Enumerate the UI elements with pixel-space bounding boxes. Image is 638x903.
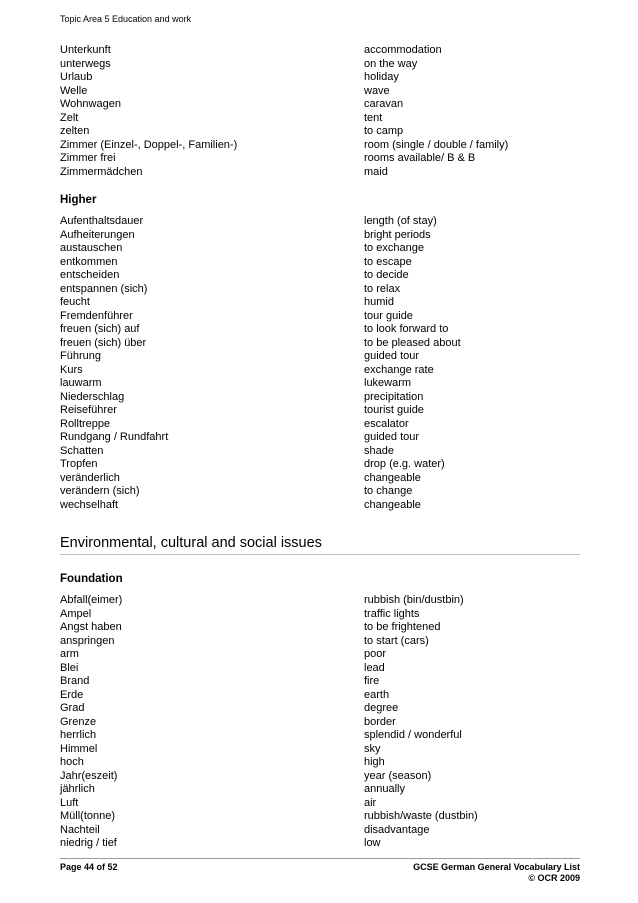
vocab-row	[60, 323, 580, 337]
german-term: anspringen	[60, 634, 115, 647]
english-translation: guided tour	[364, 350, 420, 362]
german-term: Müll(tonne)	[60, 810, 116, 822]
english-translation: shade	[364, 444, 394, 457]
english-translation: air	[364, 796, 377, 809]
german-term: Angst haben	[60, 621, 122, 633]
german-term: freuen (sich) über	[60, 336, 147, 349]
german-term: Zimmer frei	[60, 152, 116, 164]
german-term: entscheiden	[60, 269, 120, 281]
vocab-row	[60, 139, 580, 153]
english-translation: length (of stay)	[364, 215, 437, 227]
german-term: Brand	[60, 675, 90, 687]
english-translation: changeable	[364, 471, 421, 484]
english-translation: to be frightened	[364, 621, 441, 633]
vocab-row	[60, 702, 580, 716]
vocab-row	[60, 499, 580, 513]
english-translation: precipitation	[364, 390, 424, 403]
vocab-row	[60, 648, 580, 662]
vocab-row	[60, 783, 580, 797]
english-translation: exchange rate	[364, 363, 434, 376]
vocab-row	[60, 85, 580, 99]
german-term: veränderlich	[60, 471, 120, 484]
german-term: Tropfen	[60, 458, 98, 470]
english-translation: poor	[364, 648, 387, 660]
vocab-row	[60, 58, 580, 72]
german-term: Zelt	[60, 111, 79, 124]
vocab-row	[60, 445, 580, 459]
german-term: Jahr(eszeit)	[60, 769, 118, 782]
english-translation: drop (e.g. water)	[364, 458, 445, 470]
vocab-row	[60, 608, 580, 622]
german-term: niedrig / tief	[60, 837, 117, 849]
german-term: zelten	[60, 125, 90, 137]
english-translation: maid	[364, 165, 388, 178]
german-term: Ampel	[60, 607, 92, 620]
english-translation: room (single / double / family)	[364, 138, 509, 151]
english-translation: lead	[364, 661, 385, 674]
english-translation: tent	[364, 111, 383, 124]
vocab-list-foundation	[60, 594, 580, 851]
english-translation: humid	[364, 296, 394, 308]
vocab-row	[60, 242, 580, 256]
footer-divider	[60, 858, 580, 859]
vocab-row	[60, 418, 580, 432]
vocab-row	[60, 635, 580, 649]
page-number: Page 44 of 52	[60, 862, 118, 872]
german-term: Blei	[60, 661, 79, 674]
vocab-row	[60, 152, 580, 166]
vocab-row	[60, 770, 580, 784]
english-translation: year (season)	[364, 769, 432, 782]
vocab-row	[60, 310, 580, 324]
running-header: Topic Area 5 Education and work	[60, 14, 192, 24]
english-translation: annually	[364, 783, 405, 795]
vocab-row	[60, 743, 580, 757]
german-term: unterwegs	[60, 57, 111, 70]
german-term: Rolltreppe	[60, 417, 111, 430]
english-translation: changeable	[364, 498, 421, 511]
german-term: jährlich	[60, 783, 95, 795]
german-term: lauwarm	[60, 377, 102, 389]
vocab-row	[60, 716, 580, 730]
vocab-row	[60, 296, 580, 310]
english-translation: rooms available/ B & B	[364, 152, 476, 164]
german-term: Zimmer (Einzel-, Doppel-, Familien-)	[60, 138, 238, 151]
vocab-row	[60, 662, 580, 676]
english-translation: rubbish/waste (dustbin)	[364, 810, 478, 822]
heading-foundation: Foundation	[60, 573, 123, 585]
german-term: verändern (sich)	[60, 485, 140, 497]
english-translation: to camp	[364, 125, 404, 137]
german-term: Schatten	[60, 444, 104, 457]
vocab-row	[60, 337, 580, 351]
english-translation: on the way	[364, 57, 418, 70]
german-term: Welle	[60, 84, 88, 97]
heading-higher: Higher	[60, 194, 97, 206]
german-term: Luft	[60, 796, 79, 809]
vocab-row	[60, 364, 580, 378]
english-translation: splendid / wonderful	[364, 729, 462, 741]
english-translation: disadvantage	[364, 823, 430, 836]
vocab-row	[60, 810, 580, 824]
german-term: Grenze	[60, 715, 97, 728]
english-translation: tourist guide	[364, 404, 424, 416]
german-term: arm	[60, 648, 79, 660]
german-term: Unterkunft	[60, 44, 111, 56]
english-translation: fire	[364, 675, 380, 687]
german-term: hoch	[60, 756, 84, 768]
german-term: Niederschlag	[60, 390, 125, 403]
english-translation: to be pleased about	[364, 336, 461, 349]
vocab-row	[60, 824, 580, 838]
german-term: Zimmermädchen	[60, 165, 143, 178]
german-term: entkommen	[60, 255, 118, 268]
vocab-row	[60, 125, 580, 139]
vocab-row	[60, 689, 580, 703]
vocab-row	[60, 391, 580, 405]
english-translation: caravan	[364, 98, 404, 110]
vocab-row	[60, 269, 580, 283]
vocab-list-higher	[60, 215, 580, 512]
vocab-row	[60, 166, 580, 180]
german-term: Abfall(eimer)	[60, 594, 123, 606]
vocab-row	[60, 472, 580, 486]
vocab-row	[60, 98, 580, 112]
german-term: Kurs	[60, 363, 83, 376]
english-translation: to start (cars)	[364, 634, 429, 647]
english-translation: guided tour	[364, 431, 420, 443]
vocab-row	[60, 594, 580, 608]
german-term: Rundgang / Rundfahrt	[60, 431, 169, 443]
english-translation: rubbish (bin/dustbin)	[364, 594, 464, 606]
german-term: Fremdenführer	[60, 309, 133, 322]
english-translation: accommodation	[364, 44, 442, 56]
vocab-row	[60, 229, 580, 243]
german-term: herrlich	[60, 729, 97, 741]
english-translation: degree	[364, 702, 399, 714]
vocab-row	[60, 215, 580, 229]
vocab-row	[60, 404, 580, 418]
english-translation: low	[364, 837, 381, 849]
vocab-row	[60, 458, 580, 472]
german-term: Aufheiterungen	[60, 228, 135, 241]
german-term: freuen (sich) auf	[60, 323, 140, 335]
vocab-row	[60, 256, 580, 270]
vocab-row	[60, 485, 580, 499]
english-translation: to exchange	[364, 242, 424, 254]
german-term: Urlaub	[60, 71, 93, 83]
vocab-row	[60, 729, 580, 743]
english-translation: sky	[364, 742, 381, 755]
german-term: Erde	[60, 688, 84, 701]
german-term: Nachteil	[60, 823, 100, 836]
english-translation: wave	[364, 84, 390, 97]
english-translation: bright periods	[364, 228, 431, 241]
german-term: feucht	[60, 296, 90, 308]
german-term: austauschen	[60, 242, 123, 254]
english-translation: to relax	[364, 282, 401, 295]
vocab-row	[60, 837, 580, 851]
english-translation: earth	[364, 688, 390, 701]
english-translation: high	[364, 756, 385, 768]
vocab-row	[60, 44, 580, 58]
footer-document-info	[413, 862, 580, 884]
german-term: Aufenthaltsdauer	[60, 215, 144, 227]
english-translation: border	[364, 715, 396, 728]
vocab-row	[60, 797, 580, 811]
english-translation: escalator	[364, 417, 409, 430]
vocab-row	[60, 112, 580, 126]
german-term: wechselhaft	[60, 498, 119, 511]
vocab-row	[60, 283, 580, 297]
vocab-row	[60, 621, 580, 635]
german-term: entspannen (sich)	[60, 282, 148, 295]
english-translation: tour guide	[364, 309, 413, 322]
vocab-row	[60, 756, 580, 770]
english-translation: lukewarm	[364, 377, 412, 389]
english-translation: to look forward to	[364, 323, 449, 335]
english-translation: holiday	[364, 71, 399, 83]
vocab-row	[60, 377, 580, 391]
german-term: Wohnwagen	[60, 98, 121, 110]
vocab-row	[60, 431, 580, 445]
german-term: Himmel	[60, 742, 98, 755]
english-translation: to change	[364, 485, 413, 497]
german-term: Reiseführer	[60, 404, 117, 416]
english-translation: to decide	[364, 269, 409, 281]
section-heading-environment: Environmental, cultural and social issues	[60, 534, 580, 555]
english-translation: traffic lights	[364, 607, 420, 620]
vocab-list-holiday	[60, 44, 580, 179]
footer-copyright: © OCR 2009	[528, 873, 580, 883]
footer-document-title: GCSE German General Vocabulary List	[413, 862, 580, 872]
vocab-row	[60, 350, 580, 364]
vocab-row	[60, 675, 580, 689]
german-term: Grad	[60, 702, 85, 714]
english-translation: to escape	[364, 255, 412, 268]
german-term: Führung	[60, 350, 101, 362]
vocab-row	[60, 71, 580, 85]
